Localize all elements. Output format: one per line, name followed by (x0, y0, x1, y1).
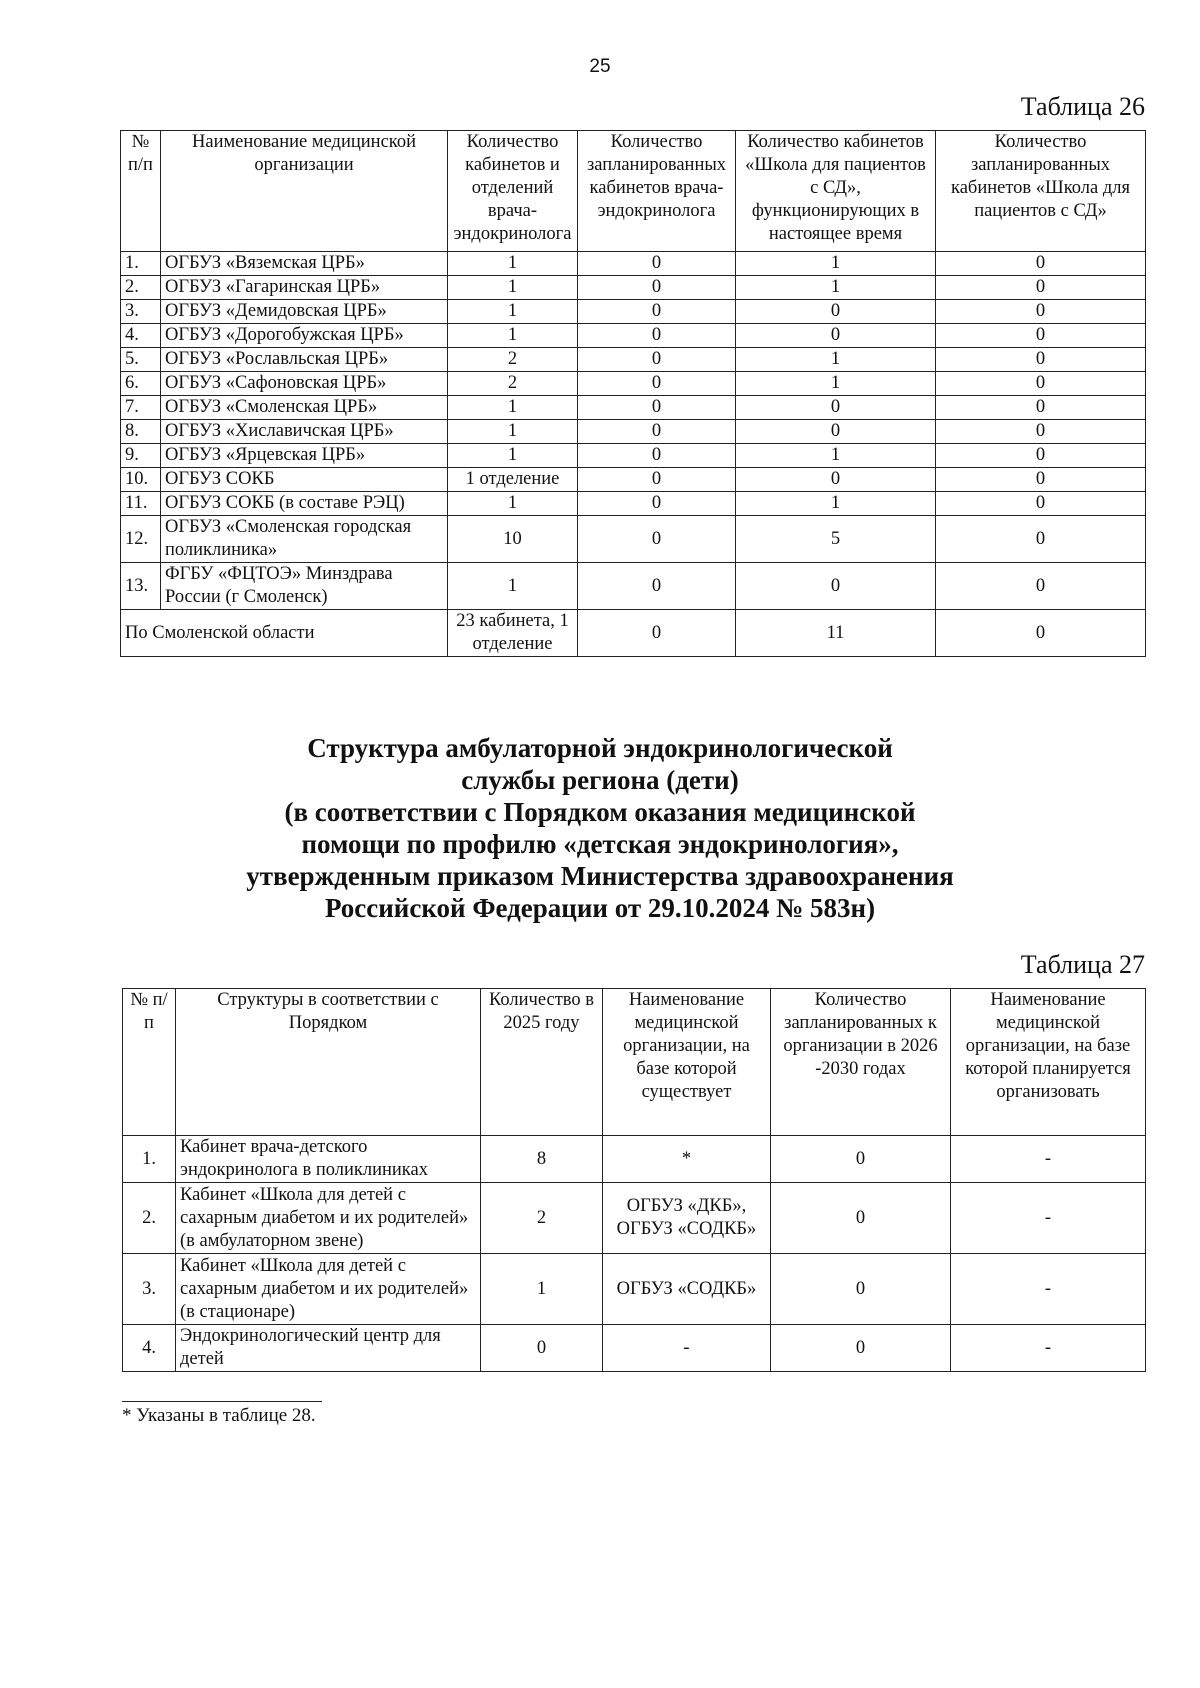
row-number: 13. (121, 563, 161, 610)
table-row (121, 492, 1146, 516)
planned-school-cabinets: 0 (936, 300, 1146, 324)
organization-name: ОГБУЗ «Смоленская городская поликлиника» (161, 516, 448, 563)
planned-cabinets: 0 (578, 324, 736, 348)
table-26-caption: Таблица 26 (1020, 92, 1145, 121)
planned-cabinets: 0 (578, 252, 736, 276)
table-row (121, 348, 1146, 372)
structure-name: Кабинет «Школа для детей с сахарным диабетом и их родителей» (в стационаре) (176, 1254, 481, 1325)
total-planned-school: 0 (936, 610, 1146, 657)
row-number: 2. (123, 1183, 176, 1254)
organization-name: ОГБУЗ «Гагаринская ЦРБ» (161, 276, 448, 300)
table-row (121, 468, 1146, 492)
school-cabinets: 0 (736, 324, 936, 348)
table-row (121, 276, 1146, 300)
organization-name: ОГБУЗ «Сафоновская ЦРБ» (161, 372, 448, 396)
school-cabinets: 1 (736, 372, 936, 396)
header-cabinets-count: Количество кабинетов и отделений врача-эндокринолога (448, 131, 578, 252)
organization-name: ОГБУЗ «Вяземская ЦРБ» (161, 252, 448, 276)
school-cabinets: 0 (736, 420, 936, 444)
cabinets-count: 1 (448, 300, 578, 324)
cabinets-count: 1 (448, 563, 578, 610)
title-line: службы региона (дети) (461, 765, 739, 795)
planned-cabinets: 0 (578, 396, 736, 420)
table-row (121, 563, 1146, 610)
existing-organization: ОГБУЗ «СОДКБ» (603, 1254, 771, 1325)
planned-organization: - (951, 1254, 1146, 1325)
organization-name: ОГБУЗ «Рославльская ЦРБ» (161, 348, 448, 372)
planned-count: 0 (771, 1183, 951, 1254)
organization-name: ОГБУЗ «Смоленская ЦРБ» (161, 396, 448, 420)
title-line: Структура амбулаторной эндокринологической (307, 733, 893, 763)
row-number: 7. (121, 396, 161, 420)
planned-school-cabinets: 0 (936, 396, 1146, 420)
table-row (121, 516, 1146, 563)
total-label: По Смоленской области (121, 610, 448, 657)
title-line: (в соответствии с Порядком оказания медицинской (284, 797, 916, 827)
table-row (123, 1183, 1146, 1254)
cabinets-count: 1 отделение (448, 468, 578, 492)
existing-organization: - (603, 1325, 771, 1372)
footnote-divider (122, 1401, 322, 1402)
table-27-caption: Таблица 27 (1020, 950, 1145, 979)
planned-school-cabinets: 0 (936, 252, 1146, 276)
total-cabinets: 23 кабинета, 1 отделение (448, 610, 578, 657)
row-number: 10. (121, 468, 161, 492)
school-cabinets: 0 (736, 468, 936, 492)
organization-name: ОГБУЗ «Дорогобужская ЦРБ» (161, 324, 448, 348)
header-structure: Структуры в соответствии с Порядком (176, 989, 481, 1136)
school-cabinets: 0 (736, 396, 936, 420)
header-existing-organization: Наименование медицинской организации, на базе которой существует (603, 989, 771, 1136)
cabinets-count: 1 (448, 444, 578, 468)
planned-cabinets: 0 (578, 492, 736, 516)
planned-organization: - (951, 1183, 1146, 1254)
organization-name: ОГБУЗ «Ярцевская ЦРБ» (161, 444, 448, 468)
planned-cabinets: 0 (578, 372, 736, 396)
table-row (121, 396, 1146, 420)
header-number: № п/п (121, 131, 161, 252)
row-number: 8. (121, 420, 161, 444)
planned-school-cabinets: 0 (936, 276, 1146, 300)
structure-name: Кабинет врача-детского эндокринолога в поликлиниках (176, 1136, 481, 1183)
count-2025: 8 (481, 1136, 603, 1183)
organization-name: ОГБУЗ «Демидовская ЦРБ» (161, 300, 448, 324)
school-cabinets: 0 (736, 563, 936, 610)
planned-count: 0 (771, 1325, 951, 1372)
cabinets-count: 1 (448, 276, 578, 300)
cabinets-count: 1 (448, 492, 578, 516)
school-cabinets: 1 (736, 348, 936, 372)
section-title (0, 732, 1200, 924)
row-number: 4. (123, 1325, 176, 1372)
planned-school-cabinets: 0 (936, 420, 1146, 444)
total-school: 11 (736, 610, 936, 657)
structure-name: Эндокринологический центр для детей (176, 1325, 481, 1372)
title-line: Российской Федерации от 29.10.2024 № 583н) (324, 893, 876, 923)
table-27 (122, 988, 1146, 1372)
organization-name: ОГБУЗ «Хиславичская ЦРБ» (161, 420, 448, 444)
header-number: № п/п (123, 989, 176, 1136)
cabinets-count: 1 (448, 420, 578, 444)
header-count-2025: Количество в 2025 году (481, 989, 603, 1136)
count-2025: 1 (481, 1254, 603, 1325)
planned-school-cabinets: 0 (936, 492, 1146, 516)
table-row (123, 1136, 1146, 1183)
existing-organization: ОГБУЗ «ДКБ», ОГБУЗ «СОДКБ» (603, 1183, 771, 1254)
header-organization: Наименование медицинской организации (161, 131, 448, 252)
planned-cabinets: 0 (578, 516, 736, 563)
structure-name: Кабинет «Школа для детей с сахарным диабетом и их родителей» (в амбулаторном звене) (176, 1183, 481, 1254)
header-planned-school-cabinets: Количество запланированных кабинетов «Школа для пациентов с СД» (936, 131, 1146, 252)
row-number: 6. (121, 372, 161, 396)
row-number: 3. (121, 300, 161, 324)
school-cabinets: 1 (736, 492, 936, 516)
planned-school-cabinets: 0 (936, 372, 1146, 396)
planned-school-cabinets: 0 (936, 444, 1146, 468)
planned-school-cabinets: 0 (936, 348, 1146, 372)
school-cabinets: 1 (736, 276, 936, 300)
row-number: 9. (121, 444, 161, 468)
planned-count: 0 (771, 1136, 951, 1183)
school-cabinets: 1 (736, 444, 936, 468)
cabinets-count: 1 (448, 252, 578, 276)
total-planned: 0 (578, 610, 736, 657)
page-number: 25 (589, 56, 611, 77)
school-cabinets: 1 (736, 252, 936, 276)
cabinets-count: 1 (448, 324, 578, 348)
row-number: 4. (121, 324, 161, 348)
table-26 (120, 130, 1146, 657)
planned-school-cabinets: 0 (936, 516, 1146, 563)
table-row (121, 324, 1146, 348)
table-row (123, 1254, 1146, 1325)
planned-cabinets: 0 (578, 468, 736, 492)
table-row (121, 300, 1146, 324)
cabinets-count: 10 (448, 516, 578, 563)
planned-cabinets: 0 (578, 444, 736, 468)
row-number: 11. (121, 492, 161, 516)
cabinets-count: 2 (448, 372, 578, 396)
organization-name: ОГБУЗ СОКБ (161, 468, 448, 492)
row-number: 5. (121, 348, 161, 372)
table-header-row (123, 989, 1146, 1136)
planned-cabinets: 0 (578, 276, 736, 300)
organization-name: ОГБУЗ СОКБ (в составе РЭЦ) (161, 492, 448, 516)
row-number: 1. (123, 1136, 176, 1183)
planned-count: 0 (771, 1254, 951, 1325)
planned-cabinets: 0 (578, 348, 736, 372)
row-number: 3. (123, 1254, 176, 1325)
count-2025: 2 (481, 1183, 603, 1254)
planned-organization: - (951, 1136, 1146, 1183)
footnote: * Указаны в таблице 28. (122, 1405, 316, 1426)
planned-cabinets: 0 (578, 563, 736, 610)
planned-school-cabinets: 0 (936, 563, 1146, 610)
organization-name: ФГБУ «ФЦТОЭ» Минздрава России (г Смоленск) (161, 563, 448, 610)
row-number: 2. (121, 276, 161, 300)
table-total-row (121, 610, 1146, 657)
table-row (121, 252, 1146, 276)
table-row (123, 1325, 1146, 1372)
table-header-row (121, 131, 1146, 252)
header-planned-cabinets: Количество запланированных кабинетов врача-эндокринолога (578, 131, 736, 252)
planned-organization: - (951, 1325, 1146, 1372)
table-row (121, 372, 1146, 396)
row-number: 1. (121, 252, 161, 276)
planned-cabinets: 0 (578, 420, 736, 444)
count-2025: 0 (481, 1325, 603, 1372)
planned-school-cabinets: 0 (936, 324, 1146, 348)
planned-school-cabinets: 0 (936, 468, 1146, 492)
school-cabinets: 0 (736, 300, 936, 324)
header-planned-organization: Наименование медицинской организации, на базе которой планируется организовать (951, 989, 1146, 1136)
planned-cabinets: 0 (578, 300, 736, 324)
school-cabinets: 5 (736, 516, 936, 563)
header-planned-count: Количество запланированных к организации в 2026 -2030 годах (771, 989, 951, 1136)
existing-organization: * (603, 1136, 771, 1183)
table-row (121, 444, 1146, 468)
title-line: помощи по профилю «детская эндокринология», (301, 829, 899, 859)
row-number: 12. (121, 516, 161, 563)
table-row (121, 420, 1146, 444)
title-line: утвержденным приказом Министерства здравоохранения (246, 861, 954, 891)
cabinets-count: 1 (448, 396, 578, 420)
cabinets-count: 2 (448, 348, 578, 372)
header-school-cabinets: Количество кабинетов «Школа для пациентов с СД», функционирующих в настоящее время (736, 131, 936, 252)
